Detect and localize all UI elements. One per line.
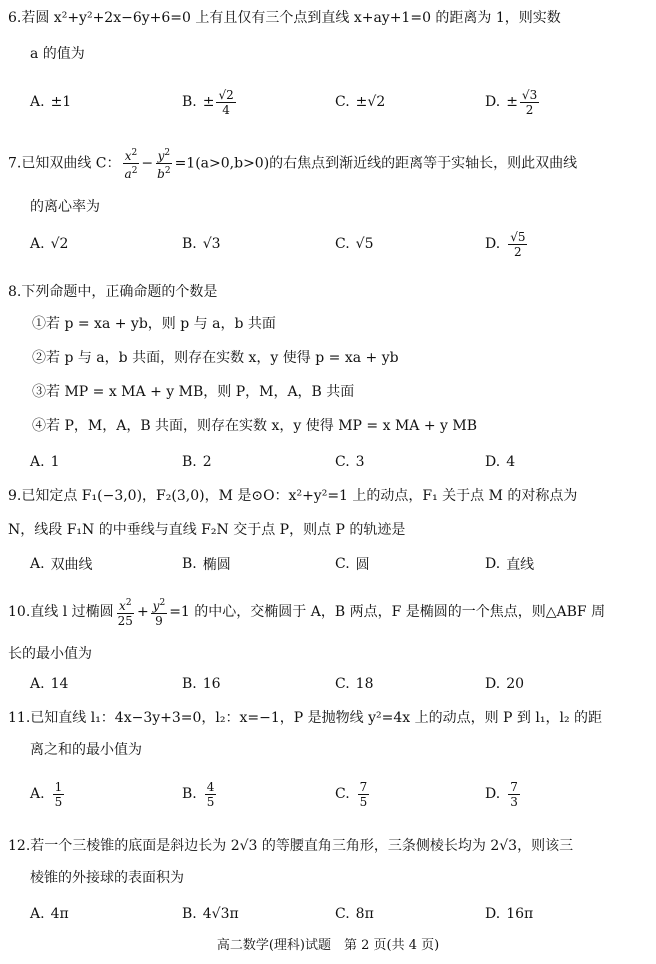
q11-option-c: C. $\frac{7}{5}$ <box>335 779 368 809</box>
q11-option-a: A. $\frac{1}{5}$ <box>30 779 63 809</box>
q11-options <box>30 774 640 814</box>
q6-option-c: C. ±√2 <box>335 94 386 110</box>
q9-options <box>30 544 640 584</box>
question-12 <box>8 836 648 888</box>
q8-statement-2: ②若 p 与 a，b 共面，则存在实数 x，y 使得 p = xa + yb <box>32 350 399 366</box>
q8-option-d: D. 4 <box>485 454 516 470</box>
q9-option-d: D. 直线 <box>485 556 535 573</box>
page-footer: 高二数学(理科)试题 第 2 页(共 4 页) <box>216 938 440 953</box>
q11-option-b: B. $\frac{4}{5}$ <box>182 779 215 809</box>
q9-line1: 9.已知定点 F₁(−3,0)，F₂(3,0)，M 是⊙O：x²+y²=1 上的动点，F₁ 关于点 M 的对称点为 <box>8 488 578 504</box>
q7-line2: 的离心率为 <box>30 199 100 215</box>
q7-option-b: B. √3 <box>182 236 221 252</box>
q12-option-c: C. 8π <box>335 906 374 922</box>
q8-statement-1: ①若 p = xa + yb，则 p 与 a，b 共面 <box>32 316 276 332</box>
q10-options <box>30 664 640 704</box>
q8-option-a: A. 1 <box>30 454 60 470</box>
q7-option-c: C. √5 <box>335 236 374 252</box>
q11-option-d: D. $\frac{7}{3}$ <box>485 779 518 809</box>
q12-option-b: B. 4√3π <box>182 906 239 922</box>
q10-option-d: D. 20 <box>485 676 525 692</box>
q8-statement-4: ④若 P，M，A，B 共面，则存在实数 x，y 使得 MP = x MA + y MB <box>32 418 477 434</box>
q11-line1: 11.已知直线 l₁：4x−3y+3=0，l₂：x=−1，P 是抛物线 y²=4x 上的动点，则 P 到 l₁，l₂ 的距 <box>8 710 603 726</box>
q6-option-b: B. ± $\frac{√2}{4}$ <box>182 87 234 117</box>
question-7 <box>8 146 648 217</box>
question-8 <box>8 282 648 302</box>
q6-option-d: D. ± $\frac{√3}{2}$ <box>485 87 538 117</box>
q7-option-d: D. $\frac{√5}{2}$ <box>485 229 526 259</box>
q8-option-c: C. 3 <box>335 454 365 470</box>
q10-option-c: C. 18 <box>335 676 374 692</box>
q9-option-a: A. 双曲线 <box>30 556 93 573</box>
q7-line1: 7.已知双曲线 C： $\frac{x^2}{a^2}$ − $\frac{y^2}{b^2}$ =1(a>0,b>0)的右焦点到渐近线的距离等于实轴长，则此双曲线 <box>8 148 578 181</box>
question-9 <box>8 486 648 540</box>
q11-line2: 离之和的最小值为 <box>30 742 142 758</box>
q12-line1: 12.若一个三棱锥的底面是斜边长为 2√3 的等腰直角三角形，三条侧棱长均为 2√3，则该三 <box>8 838 574 854</box>
q8-option-b: B. 2 <box>182 454 212 470</box>
q6-line2: a 的值为 <box>30 46 85 62</box>
q10-option-a: A. 14 <box>30 676 69 692</box>
q6-options <box>30 82 640 122</box>
q12-line2: 棱锥的外接球的表面积为 <box>30 870 184 886</box>
q10-line1: 10.直线 l 过椭圆 $\frac{x^2}{25}$ + $\frac{y^2}{9}$ =1 的中心，交椭圆于 A，B 两点，F 是椭圆的一个焦点，则△ABF 周 <box>8 598 606 628</box>
q7-option-a: A. √2 <box>30 236 69 252</box>
q8-options <box>30 442 640 482</box>
q12-options <box>30 894 640 934</box>
q7-options <box>30 224 640 264</box>
q6-option-a: A. ±1 <box>30 94 72 110</box>
q9-line2: N，线段 F₁N 的中垂线与直线 F₂N 交于点 P，则点 P 的轨迹是 <box>8 522 406 538</box>
q10-option-b: B. 16 <box>182 676 221 692</box>
q8-stem: 8.下列命题中，正确命题的个数是 <box>8 284 218 300</box>
question-11 <box>8 708 648 760</box>
question-10 <box>8 596 648 664</box>
q9-option-b: B. 椭圆 <box>182 556 231 573</box>
q12-option-d: D. 16π <box>485 906 534 922</box>
question-6 <box>8 8 648 64</box>
q9-option-c: C. 圆 <box>335 556 370 573</box>
q6-line1: 6.若圆 x²+y²+2x−6y+6=0 上有且仅有三个点到直线 x+ay+1=0 的距离为 1，则实数 <box>8 10 561 26</box>
q12-option-a: A. 4π <box>30 906 69 922</box>
q10-line2: 长的最小值为 <box>8 646 92 662</box>
q8-statement-3: ③若 MP = x MA + y MB，则 P，M，A，B 共面 <box>32 384 355 400</box>
